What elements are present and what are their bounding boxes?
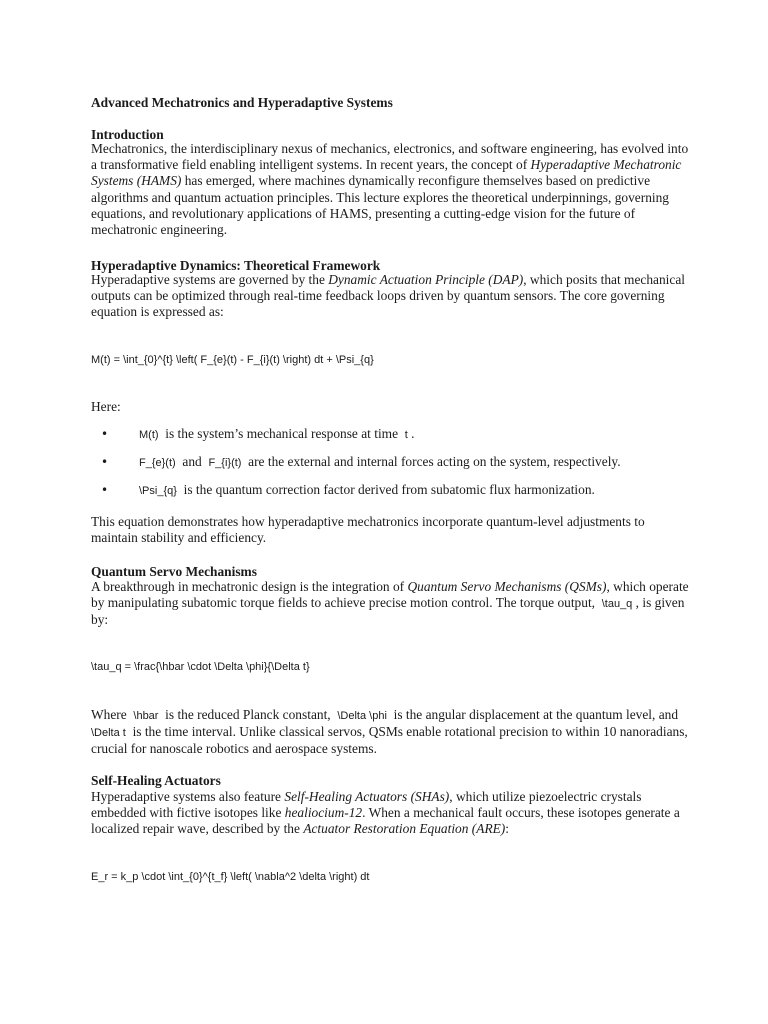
restoration-equation: E_r = k_p \cdot \int_{0}^{t_f} \left( \nabla^2 \delta \right) dt	[91, 871, 370, 883]
servo-explanation	[91, 707, 691, 758]
servo-expl-c: is the angular displacement at the quantum level, and	[393, 707, 679, 722]
bullet-end: .	[411, 426, 415, 441]
servo-paragraph	[91, 579, 691, 629]
here-label: Here:	[91, 399, 121, 414]
healing-heading: Self-Healing Actuators	[91, 773, 221, 788]
bullet-text: is the system’s mechanical response at time	[165, 426, 399, 441]
intro-emphasis: Hyperadaptive Mechatronic Systems (HAMS)	[91, 157, 682, 189]
intro-text-tail: has emerged, where machines dynamically reconfigure themselves based on predictive algorithms and quantum actuation principles. This lecture explores the theoretical underpinnings, governing equations, and revolutionary applications of HAMS, presenting a cutting-edge vision for the future of mechatronic engineering.	[91, 173, 670, 238]
symbol: \hbar	[133, 710, 159, 722]
symbol: t	[404, 429, 408, 441]
dynamics-paragraph	[91, 272, 691, 321]
servo-expl-a: Where	[91, 707, 127, 722]
healing-text-mid2: . When a mechanical fault occurs, these isotopes generate a localized repair wave, described by the	[91, 805, 680, 837]
symbol: \tau_q	[601, 598, 633, 611]
sha-emphasis: Self-Healing Actuators (SHAs)	[284, 789, 450, 804]
intro-heading: Introduction	[91, 127, 164, 142]
symbol: \Delta \phi	[337, 710, 387, 722]
bullet-icon: •	[101, 455, 109, 469]
servo-text-tail: , which operate by manipulating subatomic torque fields to achieve precise motion control. The torque output,	[91, 579, 689, 611]
isotope-emphasis: healiocium-12	[284, 805, 363, 821]
symbol: \Delta t	[91, 727, 126, 740]
bullet-icon: •	[101, 483, 109, 497]
list-item-text	[139, 482, 595, 499]
symbol: F_{e}(t)	[139, 457, 176, 469]
bullet-text: is the quantum correction factor derived from subatomic flux harmonization.	[183, 482, 595, 497]
symbol: \Psi_{q}	[139, 485, 177, 497]
qsm-emphasis: Quantum Servo Mechanisms (QSMs)	[407, 579, 607, 594]
dynamics-text: Hyperadaptive systems are governed by the	[91, 272, 325, 287]
healing-text-end: :	[505, 821, 509, 837]
symbol: F_{i}(t)	[208, 457, 242, 469]
servo-heading: Quantum Servo Mechanisms	[91, 564, 257, 579]
torque-equation: \tau_q = \frac{\hbar \cdot \Delta \phi}{\Delta t}	[91, 661, 310, 673]
list-item-text	[139, 426, 415, 443]
bullet-mid: and	[182, 454, 202, 469]
list-item-text	[139, 454, 621, 471]
dap-emphasis: Dynamic Actuation Principle (DAP)	[328, 272, 524, 287]
dynamics-text-tail: , which posits that mechanical outputs can be optimized through real-time feedback loops driven by quantum sensors. The core governing equation is expressed as:	[91, 272, 685, 320]
servo-expl-b: is the reduced Planck constant,	[165, 707, 331, 722]
servo-text: A breakthrough in mechatronic design is the integration of	[91, 579, 405, 594]
servo-text-end: , is given by:	[91, 595, 685, 628]
dynamics-conclusion: This equation demonstrates how hyperadaptive mechatronics incorporate quantum-level adjustments to maintain stability and efficiency.	[91, 514, 645, 546]
dynamics-heading: Hyperadaptive Dynamics: Theoretical Framework	[91, 258, 381, 273]
intro-paragraph	[91, 141, 691, 238]
are-emphasis: Actuator Restoration Equation (ARE)	[303, 821, 506, 837]
healing-text-mid: , which utilize piezoelectric crystals embedded with fictive isotopes like	[91, 789, 642, 821]
healing-text: Hyperadaptive systems also feature	[91, 789, 282, 804]
dap-equation: M(t) = \int_{0}^{t} \left( F_{e}(t) - F_{i}(t) \right) dt + \Psi_{q}	[91, 354, 374, 366]
symbol: M(t)	[139, 429, 159, 441]
document-title: Advanced Mechatronics and Hyperadaptive Systems	[91, 95, 393, 110]
bullet-icon: •	[101, 427, 109, 441]
bullet-text: are the external and internal forces acting on the system, respectively.	[248, 454, 621, 469]
healing-paragraph	[91, 789, 691, 838]
intro-text: Mechatronics, the interdisciplinary nexus of mechanics, electronics, and software engineering, has evolved into a transformative field enabling intelligent systems. In recent years, the concept of	[91, 141, 689, 173]
servo-expl-d: is the time interval. Unlike classical servos, QSMs enable rotational precision to within 10 nanoradians, crucial for nanoscale robotics and aerospace systems.	[91, 724, 688, 757]
